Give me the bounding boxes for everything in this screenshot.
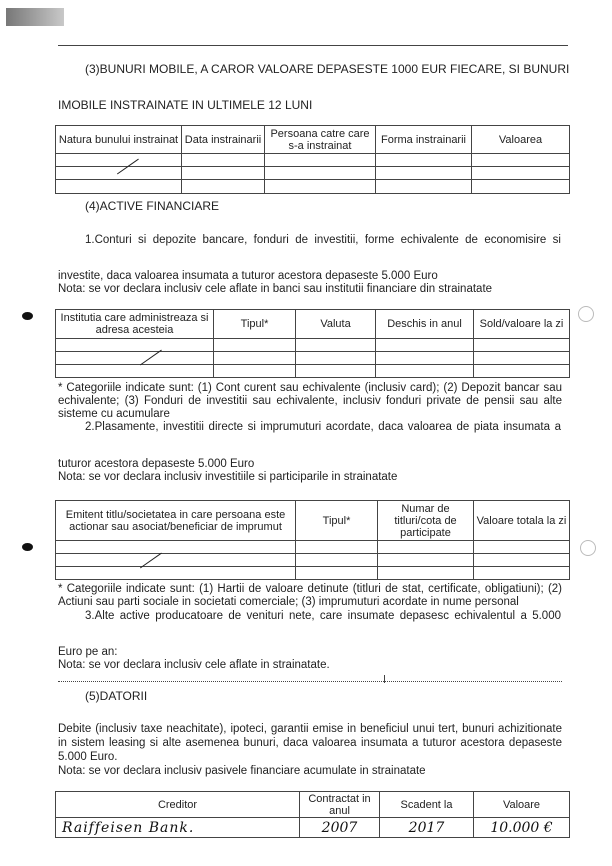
s5-header-valoare: Valoare xyxy=(474,792,570,818)
s4-p2-line1: 2.Plasamente, investitii directe si imprumuturi acordate, daca valoarea de piata insumata a xyxy=(85,421,561,433)
t2-footnote-line2: Actiuni sau parti sociale in societati comerciale; (3) imprumuturi acordate in nume personal xyxy=(58,596,519,608)
s5-header-creditor: Creditor xyxy=(56,792,300,818)
s5-header-contractat: Contractat in anul xyxy=(300,792,380,818)
dotted-line-tick xyxy=(384,675,385,683)
punch-hole-right-1 xyxy=(578,306,594,322)
s4-p2-note: Nota: se vor declara inclusiv investitiile si participarile in strainatate xyxy=(58,471,398,483)
section4-table2 xyxy=(55,500,570,580)
punch-hole-left-2 xyxy=(22,543,33,551)
table-row xyxy=(56,818,570,838)
table-row xyxy=(56,365,570,378)
s5-p-note: Nota: se vor declara inclusiv pasivele financiare acumulate in strainatate xyxy=(58,765,426,777)
section3-title-line2: IMOBILE INSTRAINATE IN ULTIMELE 12 LUNI xyxy=(58,98,313,112)
s3-header-forma: Forma instrainarii xyxy=(376,126,472,154)
punch-hole-left-1 xyxy=(22,312,33,320)
section5-table xyxy=(55,791,570,838)
section5-title: (5)DATORII xyxy=(85,689,148,703)
s4-p2-line2: tuturor acestora depaseste 5.000 Euro xyxy=(58,458,255,470)
section3-table xyxy=(55,125,570,194)
debt-due: 2017 xyxy=(380,818,474,838)
t2-footnote-line1: * Categoriile indicate sunt: (1) Hartii de valoare detinute (titluri de stat, certificate, obligatiuni); (2) xyxy=(58,583,562,595)
t1-footnote-line1: * Categoriile indicate sunt: (1) Cont curent sau echivalente (inclusiv card); (2) Depozit bancar sau xyxy=(58,382,562,394)
table-row xyxy=(56,154,570,167)
t1-footnote-line3: sisteme cu acumulare xyxy=(58,408,170,420)
table-row xyxy=(56,554,570,567)
s5-p-line3: 5.000 Euro. xyxy=(58,751,118,763)
s5-p-line2: in sistem leasing si alte asemenea bunuri, daca valoarea insumata a tuturor acestora depaseste xyxy=(58,737,562,749)
t1-footnote-line2: echivalente; (3) Fonduri de investitii sau echivalente, inclusiv fonduri private de pensii sau alte xyxy=(58,395,562,407)
t1-header-tipul: Tipul* xyxy=(214,310,296,339)
t2-header-tipul: Tipul* xyxy=(296,501,378,541)
s3-header-data: Data instrainarii xyxy=(182,126,265,154)
table-row xyxy=(56,339,570,352)
s5-header-scadent: Scadent la xyxy=(380,792,474,818)
t1-header-institutia: Institutia care administreaza si adresa acesteia xyxy=(56,310,214,339)
table-row xyxy=(56,541,570,554)
top-rule xyxy=(58,45,568,46)
section4-table1 xyxy=(55,309,570,378)
t2-header-emitent: Emitent titlu/societatea in care persoana este actionar sau asociat/beneficiar de imprumut xyxy=(56,501,296,541)
debt-value: 10.000 € xyxy=(474,818,570,838)
t1-header-sold: Sold/valoare la zi xyxy=(474,310,570,339)
s4-p1-line1: 1.Conturi si depozite bancare, fonduri de investitii, forme echivalente de economisire si xyxy=(85,234,561,246)
section4-title: (4)ACTIVE FINANCIARE xyxy=(85,199,220,213)
punch-hole-right-2 xyxy=(580,540,596,556)
s4-p1-note: Nota: se vor declara inclusiv cele aflate in banci sau institutii financiare din strainatate xyxy=(58,283,493,295)
s4-p3-line1: 3.Alte active producatoare de venituri nete, care insumate depasesc echivalentul a 5.000 xyxy=(85,610,561,622)
dotted-fill-line xyxy=(58,681,562,682)
section3-title-line1: (3)BUNURI MOBILE, A CAROR VALOARE DEPASESTE 1000 EUR FIECARE, SI BUNURI xyxy=(85,62,570,76)
s3-header-valoarea: Valoarea xyxy=(472,126,570,154)
s5-p-line1: Debite (inclusiv taxe neachitate), ipoteci, garantii emise in beneficiul unui tert, bunuri achizitionate xyxy=(58,723,562,735)
scan-corner-mark xyxy=(6,8,64,26)
table-row xyxy=(56,167,570,180)
s4-p3-note: Nota: se vor declara inclusiv cele aflate in strainatate. xyxy=(58,659,330,671)
s3-header-persoana: Persoana catre care s-a instrainat xyxy=(265,126,376,154)
t2-header-numar: Numar de titluri/cota de participate xyxy=(378,501,474,541)
t2-header-valoare: Valoare totala la zi xyxy=(474,501,570,541)
table-row xyxy=(56,352,570,365)
t1-header-valuta: Valuta xyxy=(296,310,376,339)
debt-year: 2007 xyxy=(300,818,380,838)
t1-header-deschis: Deschis in anul xyxy=(376,310,474,339)
s3-header-natura: Natura bunului instrainat xyxy=(56,126,182,154)
table-row xyxy=(56,180,570,194)
table-row xyxy=(56,567,570,580)
debt-creditor: Raiffeisen Bank. xyxy=(56,818,300,838)
s4-p1-line2: investite, daca valoarea insumata a tuturor acestora depaseste 5.000 Euro xyxy=(58,270,438,282)
s4-p3-line2: Euro pe an: xyxy=(58,646,118,658)
